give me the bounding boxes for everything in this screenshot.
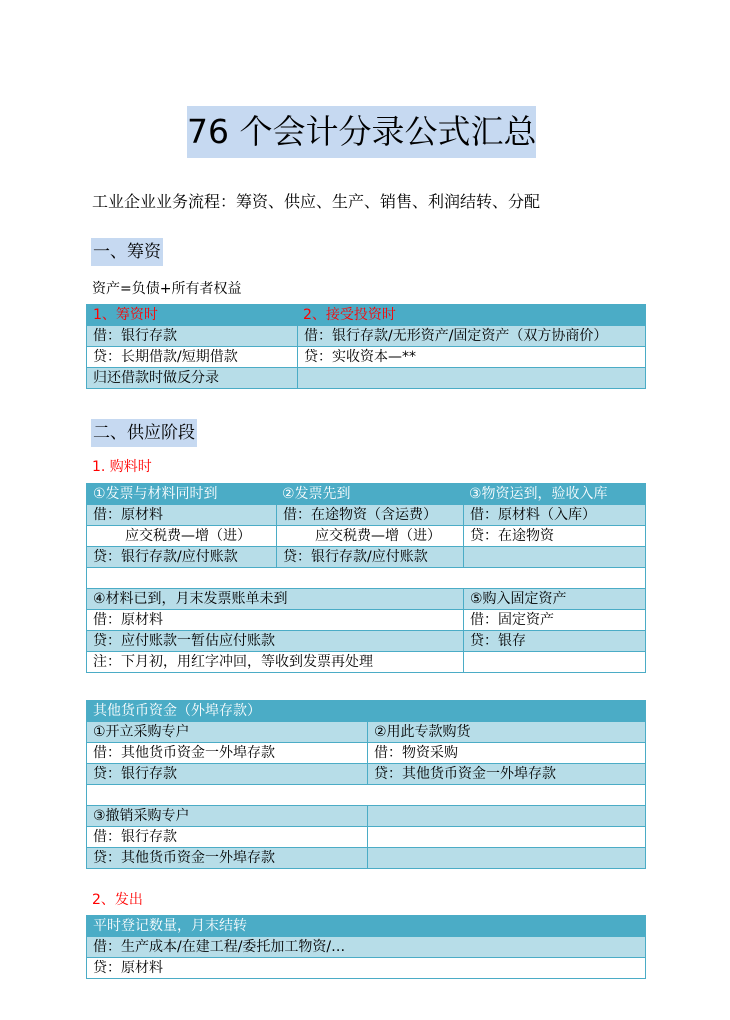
table-cell: 借：其他货币资金一外埠存款 bbox=[93, 745, 275, 761]
table-cell: 借：原材料 bbox=[93, 507, 163, 523]
table-row bbox=[87, 742, 645, 763]
table-cell: 借：银行存款 bbox=[93, 829, 177, 845]
table-header-row bbox=[87, 701, 645, 721]
table-row bbox=[87, 504, 645, 525]
table-row bbox=[87, 325, 645, 346]
table-cell: 归还借款时做反分录 bbox=[93, 370, 219, 386]
table-cell: 贷：银行存款/应付账款 bbox=[93, 549, 238, 565]
table-cell: 贷：银行存款/应付账款 bbox=[276, 547, 463, 567]
subheader-cell: ④材料已到，月末发票账单未到 bbox=[93, 591, 288, 607]
table-row bbox=[87, 936, 645, 957]
table-cell: 借：原材料（入库） bbox=[463, 505, 645, 525]
table-cell bbox=[87, 785, 645, 805]
table-cell: 注：下月初，用红字冲回，等收到发票再处理 bbox=[93, 654, 373, 670]
document-title: 76 个会计分录公式汇总 bbox=[187, 106, 536, 158]
table-cell: 借：原材料 bbox=[93, 612, 163, 628]
header-cell: ③物资运到，验收入库 bbox=[469, 486, 608, 502]
table-cell: 借：固定资产 bbox=[463, 610, 645, 630]
table-row bbox=[87, 847, 645, 868]
issue-table bbox=[86, 915, 646, 979]
table-cell bbox=[367, 827, 645, 847]
header-cell: 1、筹资时 bbox=[93, 307, 158, 323]
table-row bbox=[87, 651, 645, 672]
section-heading-financing: 一、筹资 bbox=[91, 238, 163, 266]
table-row bbox=[87, 763, 645, 784]
table-cell bbox=[463, 547, 645, 567]
table-row bbox=[87, 609, 645, 630]
table-cell: 借：物资采购 bbox=[367, 743, 645, 763]
table-cell: 贷：其他货币资金一外埠存款 bbox=[93, 850, 275, 866]
other-monetary-funds-table bbox=[86, 700, 646, 869]
accounting-equation: 资产=负债+所有者权益 bbox=[92, 281, 242, 297]
table-cell: 应交税费—增（进） bbox=[276, 526, 463, 546]
header-cell: 2、接受投资时 bbox=[303, 307, 396, 323]
table-cell: 贷：银存 bbox=[463, 631, 645, 651]
table-cell bbox=[87, 568, 645, 588]
table-cell bbox=[367, 848, 645, 868]
table-cell: 借：银行存款/无形资产/固定资产（双方协商价） bbox=[297, 326, 645, 346]
subheader-cell: ②用此专款购货 bbox=[367, 722, 645, 742]
table-header-row bbox=[87, 484, 645, 504]
header-cell: ②发票先到 bbox=[282, 486, 351, 502]
table-cell: 贷：在途物资 bbox=[463, 526, 645, 546]
table-cell: 贷：实收资本—** bbox=[297, 347, 645, 367]
table-cell: 贷：长期借款/短期借款 bbox=[93, 349, 238, 365]
business-flow-text: 工业企业业务流程：筹资、供应、生产、销售、利润结转、分配 bbox=[92, 192, 541, 211]
financing-table bbox=[86, 304, 646, 389]
header-cell: ①发票与材料同时到 bbox=[93, 486, 218, 502]
table-cell: 贷：原材料 bbox=[93, 960, 163, 976]
subsection-purchase: 1. 购料时 bbox=[92, 459, 152, 475]
header-cell: 平时登记数量，月末结转 bbox=[93, 918, 247, 934]
table-cell: 应交税费—增（进） bbox=[125, 528, 251, 544]
table-row bbox=[87, 630, 645, 651]
table-row-empty bbox=[87, 567, 645, 588]
table-row bbox=[87, 826, 645, 847]
table-cell: 贷：银行存款 bbox=[93, 766, 177, 782]
table-header-row bbox=[87, 305, 645, 325]
table-row bbox=[87, 546, 645, 567]
table-row bbox=[87, 525, 645, 546]
header-cell: 其他货币资金（外埠存款） bbox=[93, 703, 261, 719]
subheader-cell: ⑤购入固定资产 bbox=[463, 589, 645, 609]
table-cell bbox=[367, 806, 645, 826]
table-row bbox=[87, 367, 645, 388]
subheader-cell: ①开立采购专户 bbox=[93, 724, 190, 740]
section-heading-supply: 二、供应阶段 bbox=[91, 419, 197, 447]
table-subheader-row bbox=[87, 588, 645, 609]
table-cell: 贷：其他货币资金一外埠存款 bbox=[367, 764, 645, 784]
table-header-row bbox=[87, 916, 645, 936]
table-cell: 借：银行存款 bbox=[93, 328, 177, 344]
purchase-table bbox=[86, 483, 646, 673]
table-cell bbox=[463, 652, 645, 672]
table-row-empty bbox=[87, 784, 645, 805]
table-subheader-row bbox=[87, 721, 645, 742]
table-cell: 借：在途物资（含运费） bbox=[276, 505, 463, 525]
table-row bbox=[87, 957, 645, 978]
table-cell: ③撤销采购专户 bbox=[93, 808, 190, 824]
table-row bbox=[87, 346, 645, 367]
table-cell bbox=[297, 368, 645, 388]
table-cell: 贷：应付账款一暂估应付账款 bbox=[93, 633, 275, 649]
subsection-issue: 2、发出 bbox=[92, 892, 143, 908]
table-cell: 借：生产成本/在建工程/委托加工物资/… bbox=[93, 939, 346, 955]
table-row bbox=[87, 805, 645, 826]
